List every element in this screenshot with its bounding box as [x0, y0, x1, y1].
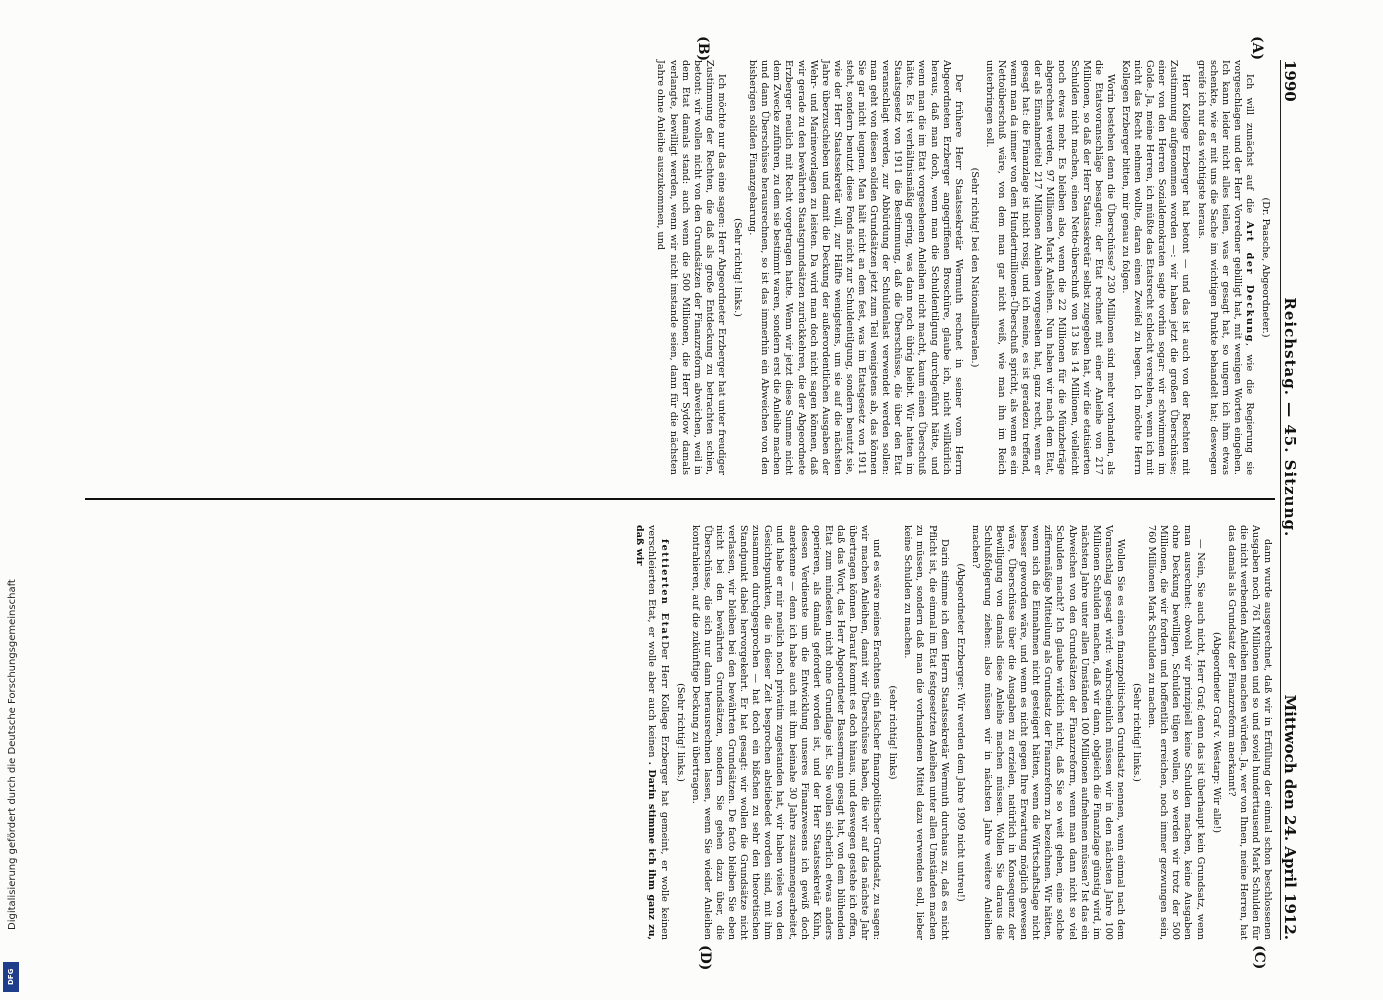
- paragraph-lead: Ich will zunächst auf die: [1243, 74, 1255, 222]
- interjection: (Dr. Paasche, Abgeordneter.): [1260, 197, 1271, 338]
- paragraph: Wollen Sie es einen finanzpolitischen Grundsatz nennen, wenn einmal nach dem Voranschlag gesagt wird: wahrscheinlich müssen wir in den nächsten Jahre 100 Millionen Schulden machen, daß wir dann, obgleich die Finanzlage günstig wird, im nächsten Jahre unter allen Umständen 100 Millionen aufnehmen müssen? Ist das ein Abweichen von den Grundsätzen der Finanzreform, wenn man dann nicht so viel Schulden macht? Ich glaube wirklich nicht, daß Sie so weit gehen, eine solche ziffernmäßige Mitteilung als Grundsatz der Finanzreform zu bezeichnen. Wir hätten, wenn sich die Einnahmen nicht gesteigert hätten, wenn die Wirtschaftslage nicht besser geworden wäre, und wenn es nicht gegen Ihre Erwartung möglich gewesen wäre, Überschüsse über die Ausgaben zu erzielen, natürlich in Konsequenz der Bewilligung von damals diese Anleihe machen müssen. Wollen Sie daraus die Schlußfolgerung ziehen: also müssen wir in nächsten Jahre weitere Anleihen machen?: [969, 525, 1126, 940]
- margin-marker-b: (B): [695, 36, 711, 62]
- paragraph-text: Der Herr Kollege Erzberger hat gemeint, er wolle keinen verschleierten Etat, er wolle aber auch keinen: [646, 525, 670, 941]
- margin-marker-c: (C): [1251, 945, 1267, 970]
- paragraph: [633, 525, 669, 940]
- margin-marker-a: (A): [1249, 36, 1265, 61]
- page-header: [1280, 60, 1305, 940]
- paragraph: Darin stimme ich dem Herrn Staatssekretär Wermuth durchaus zu, daß es nicht Pflicht ist, die einmal im Etat festgesetzten Anleihen unter allen Umständen machen zu müssen, sondern daß man die vorhandenen Mittel dazu verwenden soll, lieber keine Schulden zu machen.: [902, 525, 950, 940]
- digitization-sidebar: [0, 0, 22, 1000]
- page-title: Reichstag. — 45. Sitzung.: [1281, 297, 1299, 538]
- interjection: (sehr richtig! links): [887, 685, 899, 780]
- interjection: (Abgeordneter Erzberger: Wir werden dem Jahre 1909 nicht untreu!): [954, 563, 966, 902]
- interjection: (Sehr richtig! links.): [1131, 683, 1143, 782]
- interjection: (Sehr richtig! links.): [732, 218, 744, 317]
- paragraph-tail: . Darin stimme ich ihm ganz zu, daß wir: [634, 525, 658, 940]
- interjection: (Sehr richtig! links.): [674, 683, 686, 782]
- paragraph: Worin bestehen denn die Überschüsse? 230 Millionen sind mehr vorhanden, als die Etatsvoranschläge besagten; der Etat rechnet mit einer Anleihe von 217 Millionen, so daß der Herr Staatssekretär selbst zugegeben hat, wir die etatisierten Schulden nicht machen, einen Netto-überschuß von 13 bis 14 Millionen, vielleicht noch etwas mehr. Es bleiben also, wenn die 22 Millionen für die Münzbeträge abgerechnet werden, 97 Millionen Mark Anleihen. Nun haben wir nach dem Etat, der als Einnahmetitel 217 Millionen Anleihen vorgesehen hat, ganz recht, wenn er gesagt hat: die Finanzlage ist nicht rosig, und ich meine, es ist geradezu treffend, wenn man da immer von dem Hundertmillionen-Überschuß spricht, als wenn es ein Nettoüberschuß wäre, von dem man gar nicht weiß, wie man ihn im Reich unterbringen soll.: [983, 60, 1116, 475]
- margin-marker-d: (D): [697, 945, 713, 971]
- text-column-left: [651, 60, 1273, 475]
- text-column-right: [630, 525, 1273, 940]
- page-number: 1990: [1281, 60, 1299, 102]
- interjection: (Abgeordneter Graf v. Westarp: Wir alle!): [1210, 632, 1222, 833]
- paragraph: Herr Kollege Erzberger hat betont — und das ist auch von der Rechten mit Zustimmung aufgenommen worden —: wir haben jetzt die großen Überschüsse; einer von den Herren Sozialdemokraten sagte vorhin sogar: wir schwimmen im Golde. Ja, meine Herren, ich müßte das Etatsrecht schlecht verstehen, wenn ich mit nicht das Recht nehmen wollte, daran einen Zweifel zu hegen. Ich möchte Herrn Kollegen Erzberger bitten, mir genau zu folgen.: [1119, 60, 1192, 475]
- interjection: (Sehr richtig! bei den Nationalliberalen.): [968, 167, 980, 368]
- session-date: Mittwoch den 24. April 1912.: [1281, 694, 1299, 940]
- dfg-logo: DFG: [3, 962, 19, 992]
- paragraph: dann wurde ausgerechnet, daß wir in Erfüllung der einmal schon beschlossenen Ausgaben noch 761 Millionen und so und soviel hunderttausend Mark Schulden für die nicht werbenden Anleihen machen würden. Ja, wer von Ihnen, meine Herren, hat das damals als Grundsatz der Finanzreform anerkannt?: [1225, 525, 1273, 940]
- emphasized-phrase: fettierten Etat: [658, 539, 670, 642]
- paragraph: und es wäre meines Erachtens ein falscher finanzpolitischer Grundsatz, zu sagen: wir machen Anleihen, damit wir Überschüsse haben, die wir auf das nächste Jahr übertragen können. Darauf kommt es doch hinaus, und deswegen gestehe ich offen, daß das Wort, das Herr Abgeordneter Bassermann gesagt hat, von dem blühenden Etat zum mindesten nicht ohne Grundlage ist. Sie wollen sicherlich etwas anders operieren, als damals gefordert worden ist, und der Herr Staatssekretär Kühn, dessen Verdienste um die Entwicklung unseres Finanzwesens ich gewiß doch anerkenne — denn ich habe auch mit ihm beinahe 30 Jahre zusammengearbeitet, und habe er mir neulich noch privatim zugestanden hat, wir haben vieles von den Gesichtspunkten, die in dieser Zeit besprochen abstiebedet worden sind, mit ihm zusammen durchgesprochen — hat doch ein bißchen zu sehr den theoretischen Standpunkt dabei hervorgekehrt. Er hat gesagt: wir wollen die Grundsätze nicht verlassen, wir bleiben bei den bewährten Grundsätzen. De facto bleiben Sie eben nicht bei den bewährten Grundsätzen, sondern Sie gehen dazu über, die Überschüsse, die sich nur dann herausrechnen lassen, wenn Sie wieder Anleihen kontrahieren, auf die zukünftige Deckung zu übertragen.: [689, 525, 883, 940]
- emphasized-phrase: Art der Deckung: [1243, 221, 1255, 343]
- paragraph: — Nein, Sie auch nicht, Herr Graf; denn das ist überhaupt kein Grundsatz, wenn man ausrechnet: obwohl wir prinzipiell keine Schulden machen, keine Ausgaben ohne Deckung bewilligen, Schulden tilgen wollen, so werden wir trotz der 500 Millionen, die wir fordern und hoffentlich erreichen, noch immer gezwungen sein, 760 Millionen Mark Schulden zu machen.: [1146, 525, 1206, 940]
- column-divider: [85, 498, 1275, 500]
- digitization-credit: Digitalisierung gefördert durch die Deutsche Forschungsgemeinschaft: [7, 579, 18, 930]
- paragraph: Ich möchte nur das eine sagen: Herr Abgeordneter Erzberger hat unter freudiger Zustimmung der Rechten, die daß als große Entdeckung zu betrachten schien, betont: wir wollen nicht von den Grundsätzen der Finanzreform abweichen, weil in dem Etat damals stand: auch wenn die 500 Millionen, die Herr Sydow damals verlangte, bewilligt werden, wenn wir nicht imstande seien, dann für die nächsten Jahre ohne Anleihe auszukommen, und: [655, 60, 727, 475]
- paragraph: Der frühere Herr Staatssekretär Wermuth rechnet in seiner vom Herrn Abgeordneten Erzberger angegriffenen Broschüre, glaube ich, nicht willkürlich heraus, daß man doch, wenn man die Schuldentilgung durchgeführt hätte, und wenn man die im Etat vorgesehenen Anleihen nicht macht, kaum einen Überschuß hätte. Es ist verhältnismäßig gering, was dann noch übrig bleibt. Wir hatten im Staatsgesetz von 1911 die Bestimmung, daß die Überschüsse, die über den Etat veranschlagt werden, zur Abbürdung der Schuldenlast verwendet werden sollen: man geht von diesen soliden Grundsätzen jetzt zum Teil wenigstens ab, das können Sie gar nicht leugnen. Man hält nicht an dem fest, was im Etatsgesetz von 1911 steht, sondern benutzt diese Fonds nicht zur Schuldentilgung, sondern benutzt sie, wie der Herr Staatssekretär will, zur Hälfte wenigstens, um sie auf die nächsten Jahre überzuschieben und damit die Deckung der außerordentlichen Ausgaben der Wehr- und Marinevorlagen zu leisten. Da wird man doch nicht sagen können, daß wir gerade zu den bewährten Staatsgrundsätzen zurückkehren, die der Abgeordnete Erzberger neulich mit Recht vorgetragen hatte. Wenn wir jetzt diese Summe nicht dem Zwecke zuführen, zu dem sie bestimmt waren, sondern erst die Anleihe machen und dann Überschüsse herausrechnen, so ist das immerhin ein Abweichen von den bisherigen soliden Finanzgebarung.: [747, 60, 964, 475]
- paragraph-text: , wie die Regierung sie vorgeschlagen und der Herr Vorredner gebilligt hat, mit wenigen Worten eingehen. Ich kann leider nicht alles teilen, was er gesagt hat, so ungern ich ihm etwas schenkte, wie er mit uns die Sache im wichtigen Punkte behandelt hat; deswegen greife ich nur das wichtigste heraus.: [1195, 60, 1255, 475]
- paragraph: [1194, 60, 1254, 475]
